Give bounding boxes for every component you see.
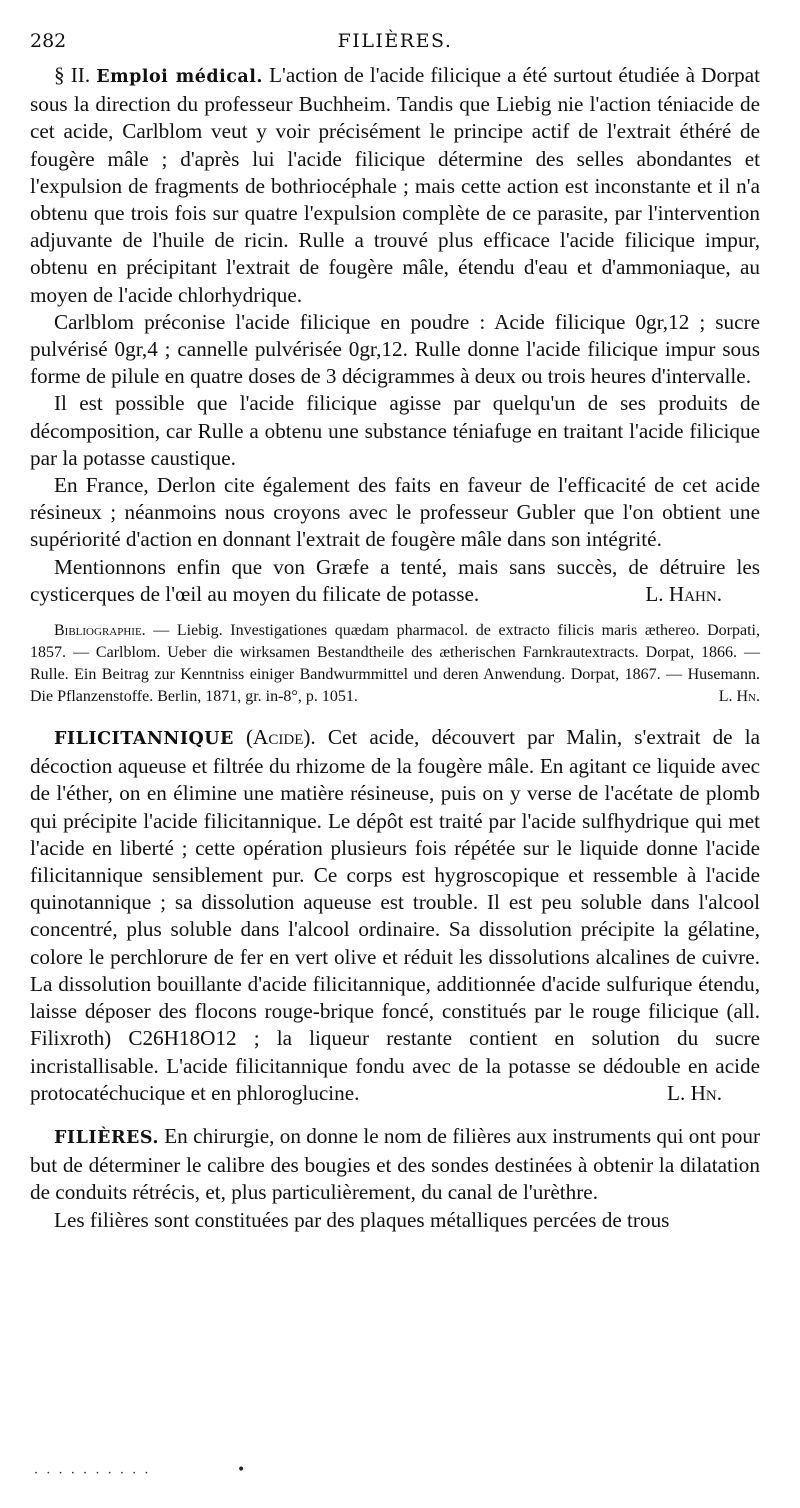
filicitannique-subheading: (Acide). — [233, 725, 316, 750]
spacer — [30, 708, 760, 724]
emploi-signature: L. Hahn. — [645, 581, 722, 606]
print-marks: · · · · · · · · · · — [34, 1466, 151, 1481]
section-mark: § II. — [54, 63, 91, 87]
filicitannique-signature: L. Hn. — [667, 1080, 722, 1105]
emploi-paragraph-5 — [30, 554, 760, 608]
emploi-paragraph-4: En France, Derlon cite également des faits en faveur de l'efficacité de cet acide résineux ; néanmoins nous croyons avec le professeur Gubler que l'on obtient une supériorité d'action en donnant l'extrait de fougère mâle dans son intégrité. — [30, 473, 760, 552]
filicitannique-heading: FILICITANNIQUE — [54, 729, 234, 750]
page-body — [30, 62, 760, 1234]
page-header — [30, 30, 760, 56]
emploi-paragraph-3: Il est possible que l'acide filicique agisse par quelqu'un de ses produits de décomposition, car Rulle a obtenu une substance téniafuge en traitant l'acide filicique par la potasse caustique. — [30, 391, 760, 470]
emploi-p1-text: L'action de l'acide filicique a été surtout étudiée à Dorpat sous la direction du professeur Buchheim. Tandis que Liebig nie l'action téniacide de cet acide, Carlblom veut y voir précisément le principe actif de l'extrait éthéré de fougère mâle ; d'après lui l'acide filicique détermine des selles abondantes et l'expulsion de fragments de bothriocéphale ; mais cette action est inconstante et il n'a obtenu que trois fois sur quatre l'expulsion complète de ce parasite, par l'intervention adjuvante de l'huile de ricin. Rulle a trouvé plus efficace l'acide filicique impur, obtenu en précipitant l'extrait de fougère mâle, étendu d'eau et d'ammoniaque, au moyen de l'acide chlorhydrique. — [30, 63, 761, 307]
filieres-paragraph-2: Les filières sont constituées par des plaques métalliques percées de trous — [54, 1207, 670, 1232]
emploi-paragraph-1 — [30, 62, 760, 309]
filieres-heading: FILIÈRES. — [54, 1127, 159, 1148]
spacer — [30, 1107, 760, 1123]
emploi-paragraph-2: Carlblom préconise l'acide filicique en poudre : Acide filicique 0gr,12 ; sucre pulvérisé 0gr,4 ; cannelle pulvérisée 0gr,12. Rulle donne l'acide filicique impur sous forme de pilule en quatre doses de 3 décigrammes à deux ou trois heures d'intervalle. — [30, 309, 760, 389]
filieres-entry — [30, 1123, 760, 1207]
page-number: 282 — [30, 30, 67, 52]
bibliography-label: Bibliographie. — [54, 622, 146, 640]
bibliography — [30, 620, 760, 708]
filicitannique-entry — [30, 724, 760, 1107]
running-title: FILIÈRES. — [337, 30, 453, 52]
bibliography-text: — Liebig. Investigationes quædam pharmacol. de extracto filicis maris æthereo. Dorpati, 1857. — Carlblom. Ueber die wirksamen Bestandtheile des ætherischen Farnkrautextracts. Dorpat, 1866. — Rulle. Ein Beitrag zur Kenntniss einiger Bandwurmmittel und deren Anwendung. Dorpat, 1867. — Husemann. Die Pflanzenstoffe. Berlin, 1871, gr. in-8°, p. 1051. — [30, 622, 760, 706]
filicitannique-text: Cet acide, découvert par Malin, s'extrait de la décoction aqueuse et filtrée du rhizome de la fougère mâle. En agitant ce liquide avec de l'éther, on en élimine une matière résineuse, puis on y verse de l'acétate de plomb qui précipite l'acide filicitannique. Le dépôt est traité par l'acide sulfhydrique qui met l'acide en liberté ; cette opération plusieurs fois répétée sur le liquide donne l'acide filicitannique sensiblement pur. Ce corps est hygroscopique et ressemble à l'acide quinotannique ; sa dissolution aqueuse est trouble. Il est peu soluble dans l'alcool concentré, plus soluble dans l'alcool ordinaire. Sa dissolution précipite la gélatine, colore le perchlorure de fer en vert olive et réduit les dissolutions alcalines de cuivre. La dissolution bouillante d'acide filicitannique, additionnée d'acide sulfurique étendu, laisse déposer des flocons rouge-brique foncé, constitués par le rouge filicique (all. Filixroth) C26H18O12 ; la liqueur restante contient en solution du sucre incristallisable. L'acide filicitannique fondu avec de la potasse se dédouble en acide protocatéchucique et en phloroglucine. — [30, 725, 760, 1105]
filieres-p1: En chirurgie, on donne le nom de filières aux instruments qui ont pour but de déterminer le calibre des bougies et des sondes destinées à obtenir la dilatation de conduits rétrécis, et, plus particulièrement, du canal de l'urèthre. — [30, 1123, 760, 1205]
bibliography-signature: L. Hn. — [718, 688, 760, 706]
emploi-heading: Emploi médical. — [96, 67, 263, 87]
emploi-p5-text: Mentionnons enfin que von Græfe a tenté, mais sans succès, de détruire les cysticerques de l'œil au moyen du filicate de potasse. — [30, 554, 760, 606]
print-dot: • — [237, 1462, 246, 1478]
